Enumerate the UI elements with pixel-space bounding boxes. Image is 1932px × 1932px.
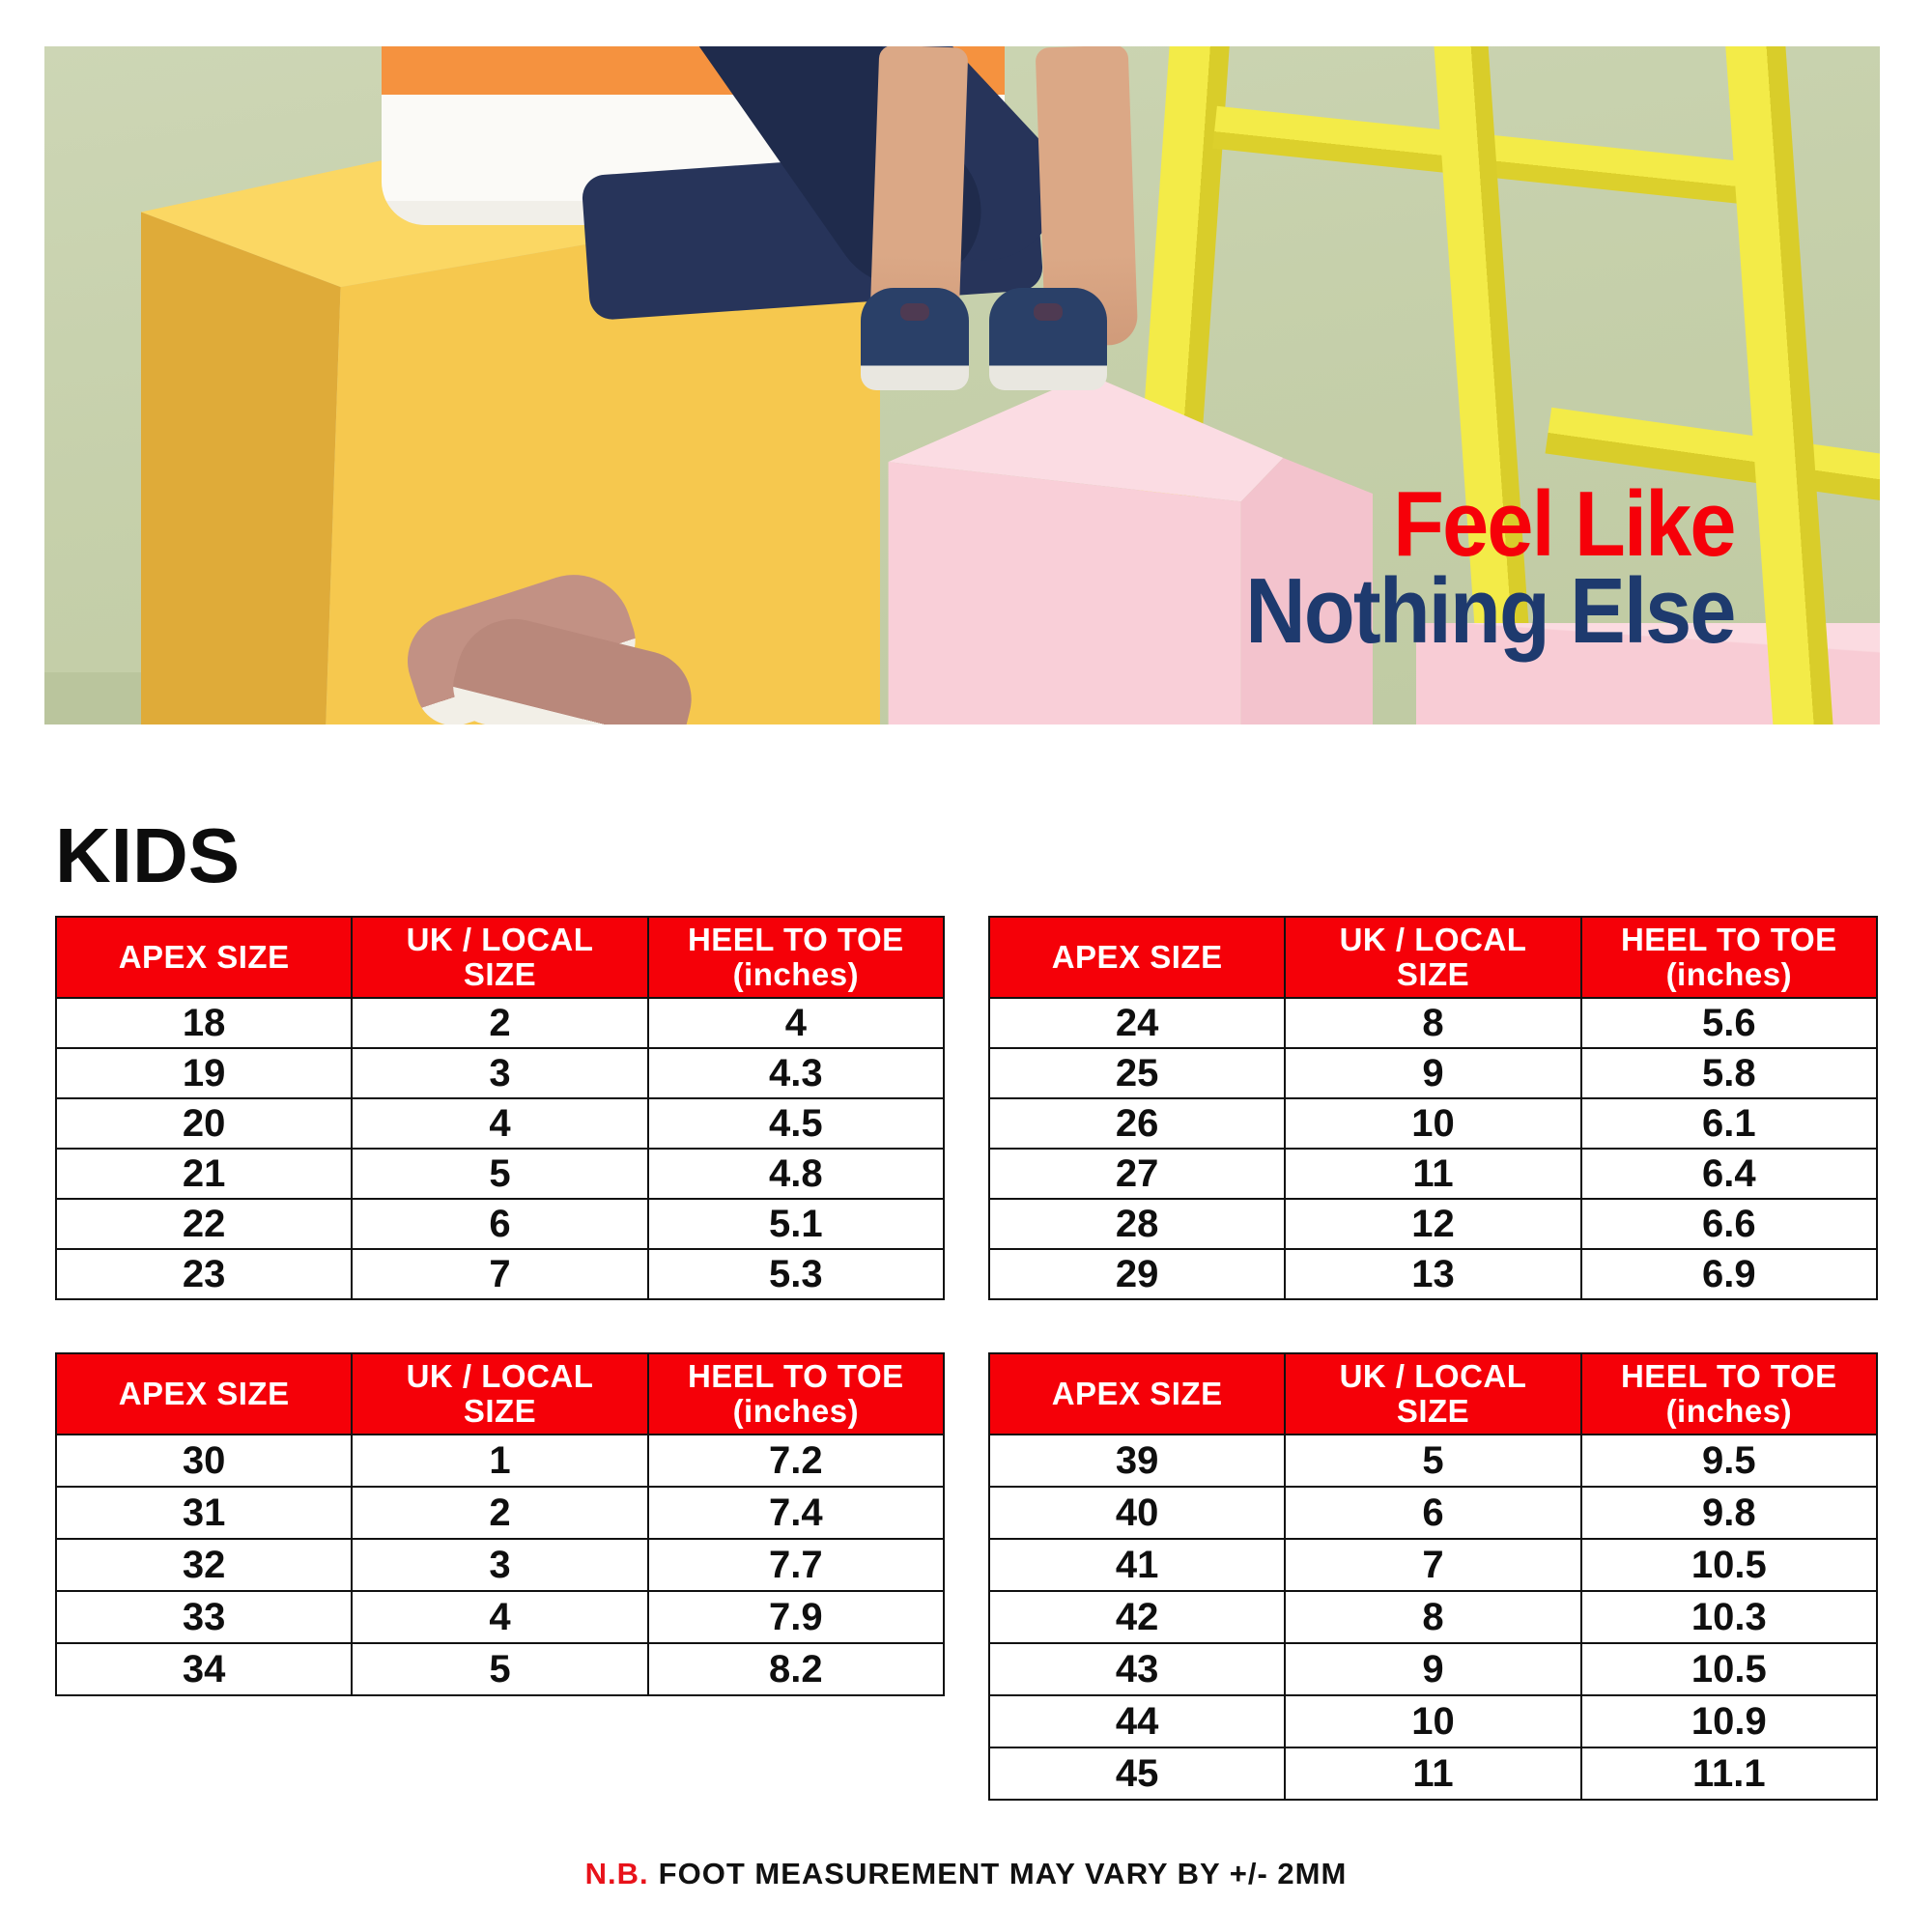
table-cell: 5.6 bbox=[1581, 998, 1877, 1048]
table-row bbox=[989, 1539, 1877, 1591]
footer-note bbox=[0, 1857, 1932, 1891]
hero-banner bbox=[44, 46, 1880, 724]
table-cell: 7.2 bbox=[648, 1435, 944, 1487]
table-cell: 4 bbox=[648, 998, 944, 1048]
table-row bbox=[989, 1643, 1877, 1695]
table-cell: 9 bbox=[1285, 1643, 1580, 1695]
table-cell: 39 bbox=[989, 1435, 1285, 1487]
table-row bbox=[989, 1149, 1877, 1199]
column-header: HEEL TO TOE (inches) bbox=[648, 1353, 944, 1435]
table-cell: 5.3 bbox=[648, 1249, 944, 1299]
table-cell: 45 bbox=[989, 1747, 1285, 1800]
table-cell: 10.5 bbox=[1581, 1643, 1877, 1695]
column-header: APEX SIZE bbox=[56, 1353, 352, 1435]
table-cell: 40 bbox=[989, 1487, 1285, 1539]
table-cell: 32 bbox=[56, 1539, 352, 1591]
table-cell: 21 bbox=[56, 1149, 352, 1199]
column-header: UK / LOCAL SIZE bbox=[1285, 917, 1580, 998]
table-row bbox=[989, 1435, 1877, 1487]
header-row bbox=[989, 1353, 1877, 1435]
table-cell: 9 bbox=[1285, 1048, 1580, 1098]
table-cell: 18 bbox=[56, 998, 352, 1048]
table-cell: 4 bbox=[352, 1591, 647, 1643]
footer-note-text: FOOT MEASUREMENT MAY VARY BY +/- 2MM bbox=[658, 1857, 1348, 1890]
hero-headline-line2: Nothing Else bbox=[1245, 559, 1735, 664]
column-header: HEEL TO TOE (inches) bbox=[1581, 917, 1877, 998]
table-cell: 10.3 bbox=[1581, 1591, 1877, 1643]
table-cell: 1 bbox=[352, 1435, 647, 1487]
shoe-bow-icon bbox=[900, 303, 929, 321]
table-cell: 7.4 bbox=[648, 1487, 944, 1539]
table-cell: 6.9 bbox=[1581, 1249, 1877, 1299]
table-cell: 5 bbox=[352, 1149, 647, 1199]
table-cell: 5 bbox=[1285, 1435, 1580, 1487]
header-row bbox=[56, 1353, 944, 1435]
table-cell: 2 bbox=[352, 998, 647, 1048]
table-row bbox=[989, 1098, 1877, 1149]
column-header: UK / LOCAL SIZE bbox=[1285, 1353, 1580, 1435]
table-cell: 10.9 bbox=[1581, 1695, 1877, 1747]
table-cell: 7 bbox=[352, 1249, 647, 1299]
size-table-39-45 bbox=[988, 1352, 1878, 1801]
table-cell: 8 bbox=[1285, 998, 1580, 1048]
table-cell: 3 bbox=[352, 1048, 647, 1098]
table-cell: 26 bbox=[989, 1098, 1285, 1149]
table-cell: 20 bbox=[56, 1098, 352, 1149]
table-cell: 10 bbox=[1285, 1098, 1580, 1149]
table-cell: 6 bbox=[1285, 1487, 1580, 1539]
header-row bbox=[989, 917, 1877, 998]
hero-headline-line1: Feel Like bbox=[1393, 472, 1735, 576]
table-cell: 42 bbox=[989, 1591, 1285, 1643]
table-cell: 8.2 bbox=[648, 1643, 944, 1695]
girl-shoe-left bbox=[861, 288, 969, 390]
table-cell: 6.1 bbox=[1581, 1098, 1877, 1149]
table-cell: 4 bbox=[352, 1098, 647, 1149]
table-cell: 29 bbox=[989, 1249, 1285, 1299]
table-cell: 11 bbox=[1285, 1149, 1580, 1199]
table-cell: 5 bbox=[352, 1643, 647, 1695]
size-table-30-34 bbox=[55, 1352, 945, 1696]
table-row bbox=[989, 998, 1877, 1048]
table-cell: 11.1 bbox=[1581, 1747, 1877, 1800]
hero-headline bbox=[1245, 472, 1735, 664]
table-cell: 9.8 bbox=[1581, 1487, 1877, 1539]
table-row bbox=[56, 1539, 944, 1591]
table-cell: 7.9 bbox=[648, 1591, 944, 1643]
table-row bbox=[989, 1695, 1877, 1747]
table-cell: 10 bbox=[1285, 1695, 1580, 1747]
table-cell: 8 bbox=[1285, 1591, 1580, 1643]
table-cell: 7 bbox=[1285, 1539, 1580, 1591]
table-row bbox=[989, 1199, 1877, 1249]
table-cell: 25 bbox=[989, 1048, 1285, 1098]
table-row bbox=[56, 1098, 944, 1149]
column-header: APEX SIZE bbox=[989, 1353, 1285, 1435]
column-header: HEEL TO TOE (inches) bbox=[1581, 1353, 1877, 1435]
size-table-24-29 bbox=[988, 916, 1878, 1300]
table-cell: 4.8 bbox=[648, 1149, 944, 1199]
table-row bbox=[56, 1591, 944, 1643]
table-cell: 28 bbox=[989, 1199, 1285, 1249]
table-cell: 12 bbox=[1285, 1199, 1580, 1249]
table-cell: 24 bbox=[989, 998, 1285, 1048]
table-cell: 34 bbox=[56, 1643, 352, 1695]
table-row bbox=[56, 1149, 944, 1199]
table-cell: 22 bbox=[56, 1199, 352, 1249]
table-row bbox=[989, 1487, 1877, 1539]
table-cell: 43 bbox=[989, 1643, 1285, 1695]
footer-note-prefix: N.B. bbox=[584, 1857, 649, 1890]
table-cell: 27 bbox=[989, 1149, 1285, 1199]
table-row bbox=[56, 1249, 944, 1299]
table-cell: 9.5 bbox=[1581, 1435, 1877, 1487]
column-header: APEX SIZE bbox=[989, 917, 1285, 998]
page-title: KIDS bbox=[55, 812, 241, 898]
table-cell: 44 bbox=[989, 1695, 1285, 1747]
table-cell: 5.8 bbox=[1581, 1048, 1877, 1098]
table-cell: 3 bbox=[352, 1539, 647, 1591]
column-header: HEEL TO TOE (inches) bbox=[648, 917, 944, 998]
girl-shoe-right bbox=[989, 288, 1107, 390]
table-cell: 5.1 bbox=[648, 1199, 944, 1249]
column-header: UK / LOCAL SIZE bbox=[352, 1353, 647, 1435]
table-row bbox=[989, 1249, 1877, 1299]
table-row bbox=[989, 1048, 1877, 1098]
table-cell: 6 bbox=[352, 1199, 647, 1249]
table-cell: 6.4 bbox=[1581, 1149, 1877, 1199]
table-cell: 33 bbox=[56, 1591, 352, 1643]
size-table-18-23 bbox=[55, 916, 945, 1300]
table-cell: 13 bbox=[1285, 1249, 1580, 1299]
table-row bbox=[989, 1747, 1877, 1800]
header-row bbox=[56, 917, 944, 998]
table-row bbox=[56, 1643, 944, 1695]
table-row bbox=[989, 1591, 1877, 1643]
table-cell: 41 bbox=[989, 1539, 1285, 1591]
table-cell: 19 bbox=[56, 1048, 352, 1098]
column-header: UK / LOCAL SIZE bbox=[352, 917, 647, 998]
table-cell: 31 bbox=[56, 1487, 352, 1539]
table-row bbox=[56, 1048, 944, 1098]
table-cell: 30 bbox=[56, 1435, 352, 1487]
table-cell: 6.6 bbox=[1581, 1199, 1877, 1249]
table-cell: 7.7 bbox=[648, 1539, 944, 1591]
column-header: APEX SIZE bbox=[56, 917, 352, 998]
table-row bbox=[56, 1199, 944, 1249]
table-row bbox=[56, 1487, 944, 1539]
table-row bbox=[56, 1435, 944, 1487]
table-row bbox=[56, 998, 944, 1048]
table-cell: 2 bbox=[352, 1487, 647, 1539]
shoe-bow-icon bbox=[1034, 303, 1063, 321]
table-cell: 10.5 bbox=[1581, 1539, 1877, 1591]
table-cell: 4.3 bbox=[648, 1048, 944, 1098]
table-cell: 4.5 bbox=[648, 1098, 944, 1149]
table-cell: 11 bbox=[1285, 1747, 1580, 1800]
table-cell: 23 bbox=[56, 1249, 352, 1299]
